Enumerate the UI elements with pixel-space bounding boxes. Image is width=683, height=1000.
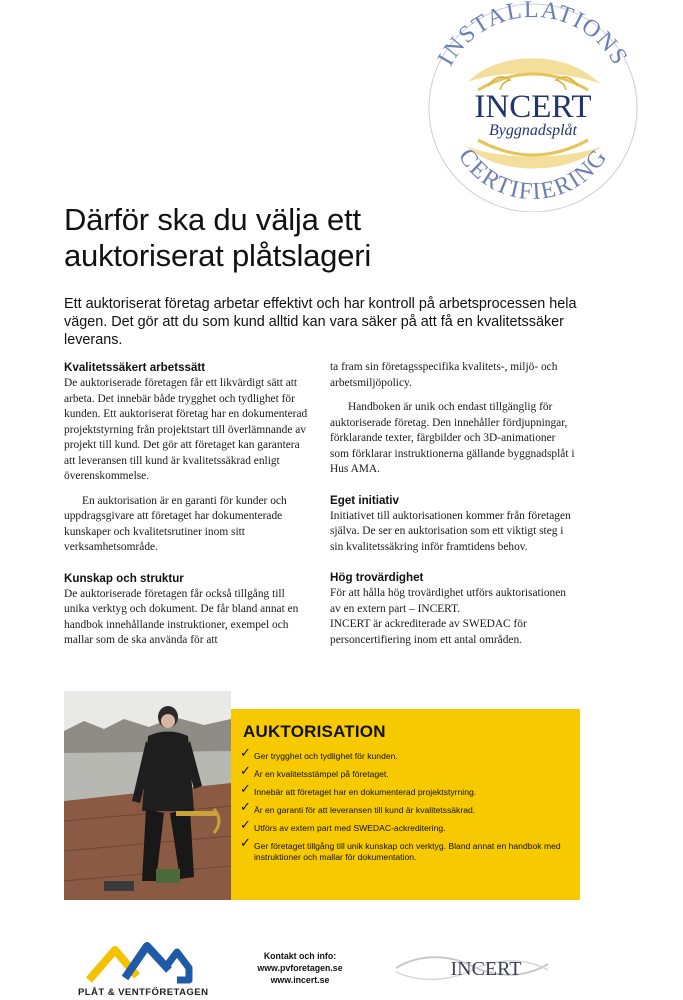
plat-ventforetagen-logo (78, 940, 209, 1000)
logo-text: PLÅT & VENTFÖRETAGEN (78, 987, 209, 998)
section-heading-kunskap: Kunskap och struktur (64, 571, 184, 585)
list-item: ✓ Utförs av extern part med SWEDAC-ackreditering. (240, 818, 446, 833)
seal-subtitle: Byggnadsplåt (489, 122, 577, 139)
section-heading-kvalitet: Kvalitetssäkert arbetssätt (64, 361, 206, 374)
checkmark-icon: ✓ (240, 764, 251, 779)
checkmark-icon: ✓ (240, 836, 251, 851)
left-column (64, 360, 310, 649)
seal-brand: INCERT (474, 89, 592, 125)
headline-line-1: Därför ska du välja ett (64, 202, 361, 237)
kunskap-paragraph-continued: ta fram sin företagsspecifika kvalitets-, miljö- och arbetsmiljöpolicy. (330, 361, 558, 389)
installations-certifiering-seal (418, 0, 648, 212)
lead-paragraph: Ett auktoriserat företag arbetar effektivt och har kontroll på arbetsprocessen hela vägen. Det gör att du som kund alltid kan vara säker på att få en kvalitetssäker leverans. (64, 296, 577, 348)
section-heading-trovardighet: Hög trovärdighet (330, 571, 424, 584)
seal-graphic (418, 0, 648, 212)
auktorisation-banner (64, 691, 580, 900)
contact-link-pvforetagen[interactable]: www.pvforetagen.se (257, 963, 343, 973)
auktorisation-list (240, 746, 570, 870)
checkmark-icon: ✓ (240, 782, 251, 797)
list-item: ✓ Innebär att företaget har en dokumenterad projektstyrning. (240, 782, 477, 797)
section-heading-eget-initiativ: Eget initiativ (330, 493, 399, 507)
seal-arc-bottom: CERTIFIERING (453, 144, 613, 206)
trovardighet-paragraph-1: För att hålla hög trovärdighet utförs auktorisationen av en extern part – INCERT. (330, 587, 566, 615)
incert-logo-text: INCERT (450, 958, 522, 980)
list-item: ✓ Ger företaget tillgång till unik kunskap och verktyg. Bland annat en handbok med instruktioner och mallar för dokumentation. (240, 836, 561, 862)
eget-initiativ-paragraph: Initiativet till auktorisationen kommer från företagen själva. De ser en auktorisation som ett viktigt steg i sin kvalitetssäkring inför framtidens behov. (330, 509, 571, 553)
contact-label: Kontakt och info: (263, 951, 337, 961)
checkmark-icon: ✓ (240, 800, 251, 815)
incert-logo-graphic (392, 950, 552, 984)
checkmark-icon: ✓ (240, 746, 251, 761)
handbook-paragraph: Handboken är unik och endast tillgänglig för auktoriserade företag. Den innehåller fördjupningar, förklarande texter, färgbilder och 3D-animationer som förklarar instruktionerna gällande byggnadsplåt i Hus AMA. (330, 401, 575, 475)
list-item: ✓ Ger trygghet och tydlighet för kunden. (240, 746, 398, 761)
contact-block (235, 950, 365, 986)
incert-footer-logo (392, 950, 552, 984)
kvalitet-paragraph-1: De auktoriserade företagen får ett likvärdigt sätt att arbeta. Det innebär både trygghet och tydlighet för kunden. Ett auktoriserat företag har en dokumenterad projektstyrning från projektstart till överlämnande av projekt till kund. Det gör att företaget kan garantera att leveransen till kund är kvalitetssäkrad enligt överenskommelse. (64, 377, 308, 482)
trovardighet-paragraph-2: INCERT är ackrediterade av SWEDAC för personcertifiering inom ett antal områden. (330, 618, 527, 646)
right-column (330, 360, 576, 648)
auktorisation-title: AUKTORISATION (243, 722, 386, 741)
page-headline (64, 202, 504, 274)
seal-arc-top: INSTALLATIONS (432, 0, 633, 71)
checkmark-icon: ✓ (240, 818, 251, 833)
kunskap-paragraph-1: De auktoriserade företagen får också tillgång till unika verktyg och dokument. De får bland annat en handbok innehållande instruktioner, exempel och mallar som de ska använda för att (64, 587, 299, 646)
headline-line-2: auktoriserat plåtslageri (64, 238, 372, 273)
roofer-photo-illustration (64, 691, 231, 900)
contact-link-incert[interactable]: www.incert.se (270, 975, 330, 985)
roofer-photo (64, 691, 231, 900)
house-logo-icon (85, 940, 195, 984)
list-item: ✓ Är en garanti för att leveransen till kund är kvalitetssäkrad. (240, 800, 476, 815)
kvalitet-paragraph-2: En auktorisation är en garanti för kunder och uppdragsgivare att företaget har dokumenterade kunskaper och kvalitetsrutiner inom sitt verksamhetsområde. (64, 494, 287, 553)
list-item: ✓ Är en kvalitetsstämpel på företaget. (240, 764, 389, 779)
auktorisation-box (231, 709, 580, 900)
